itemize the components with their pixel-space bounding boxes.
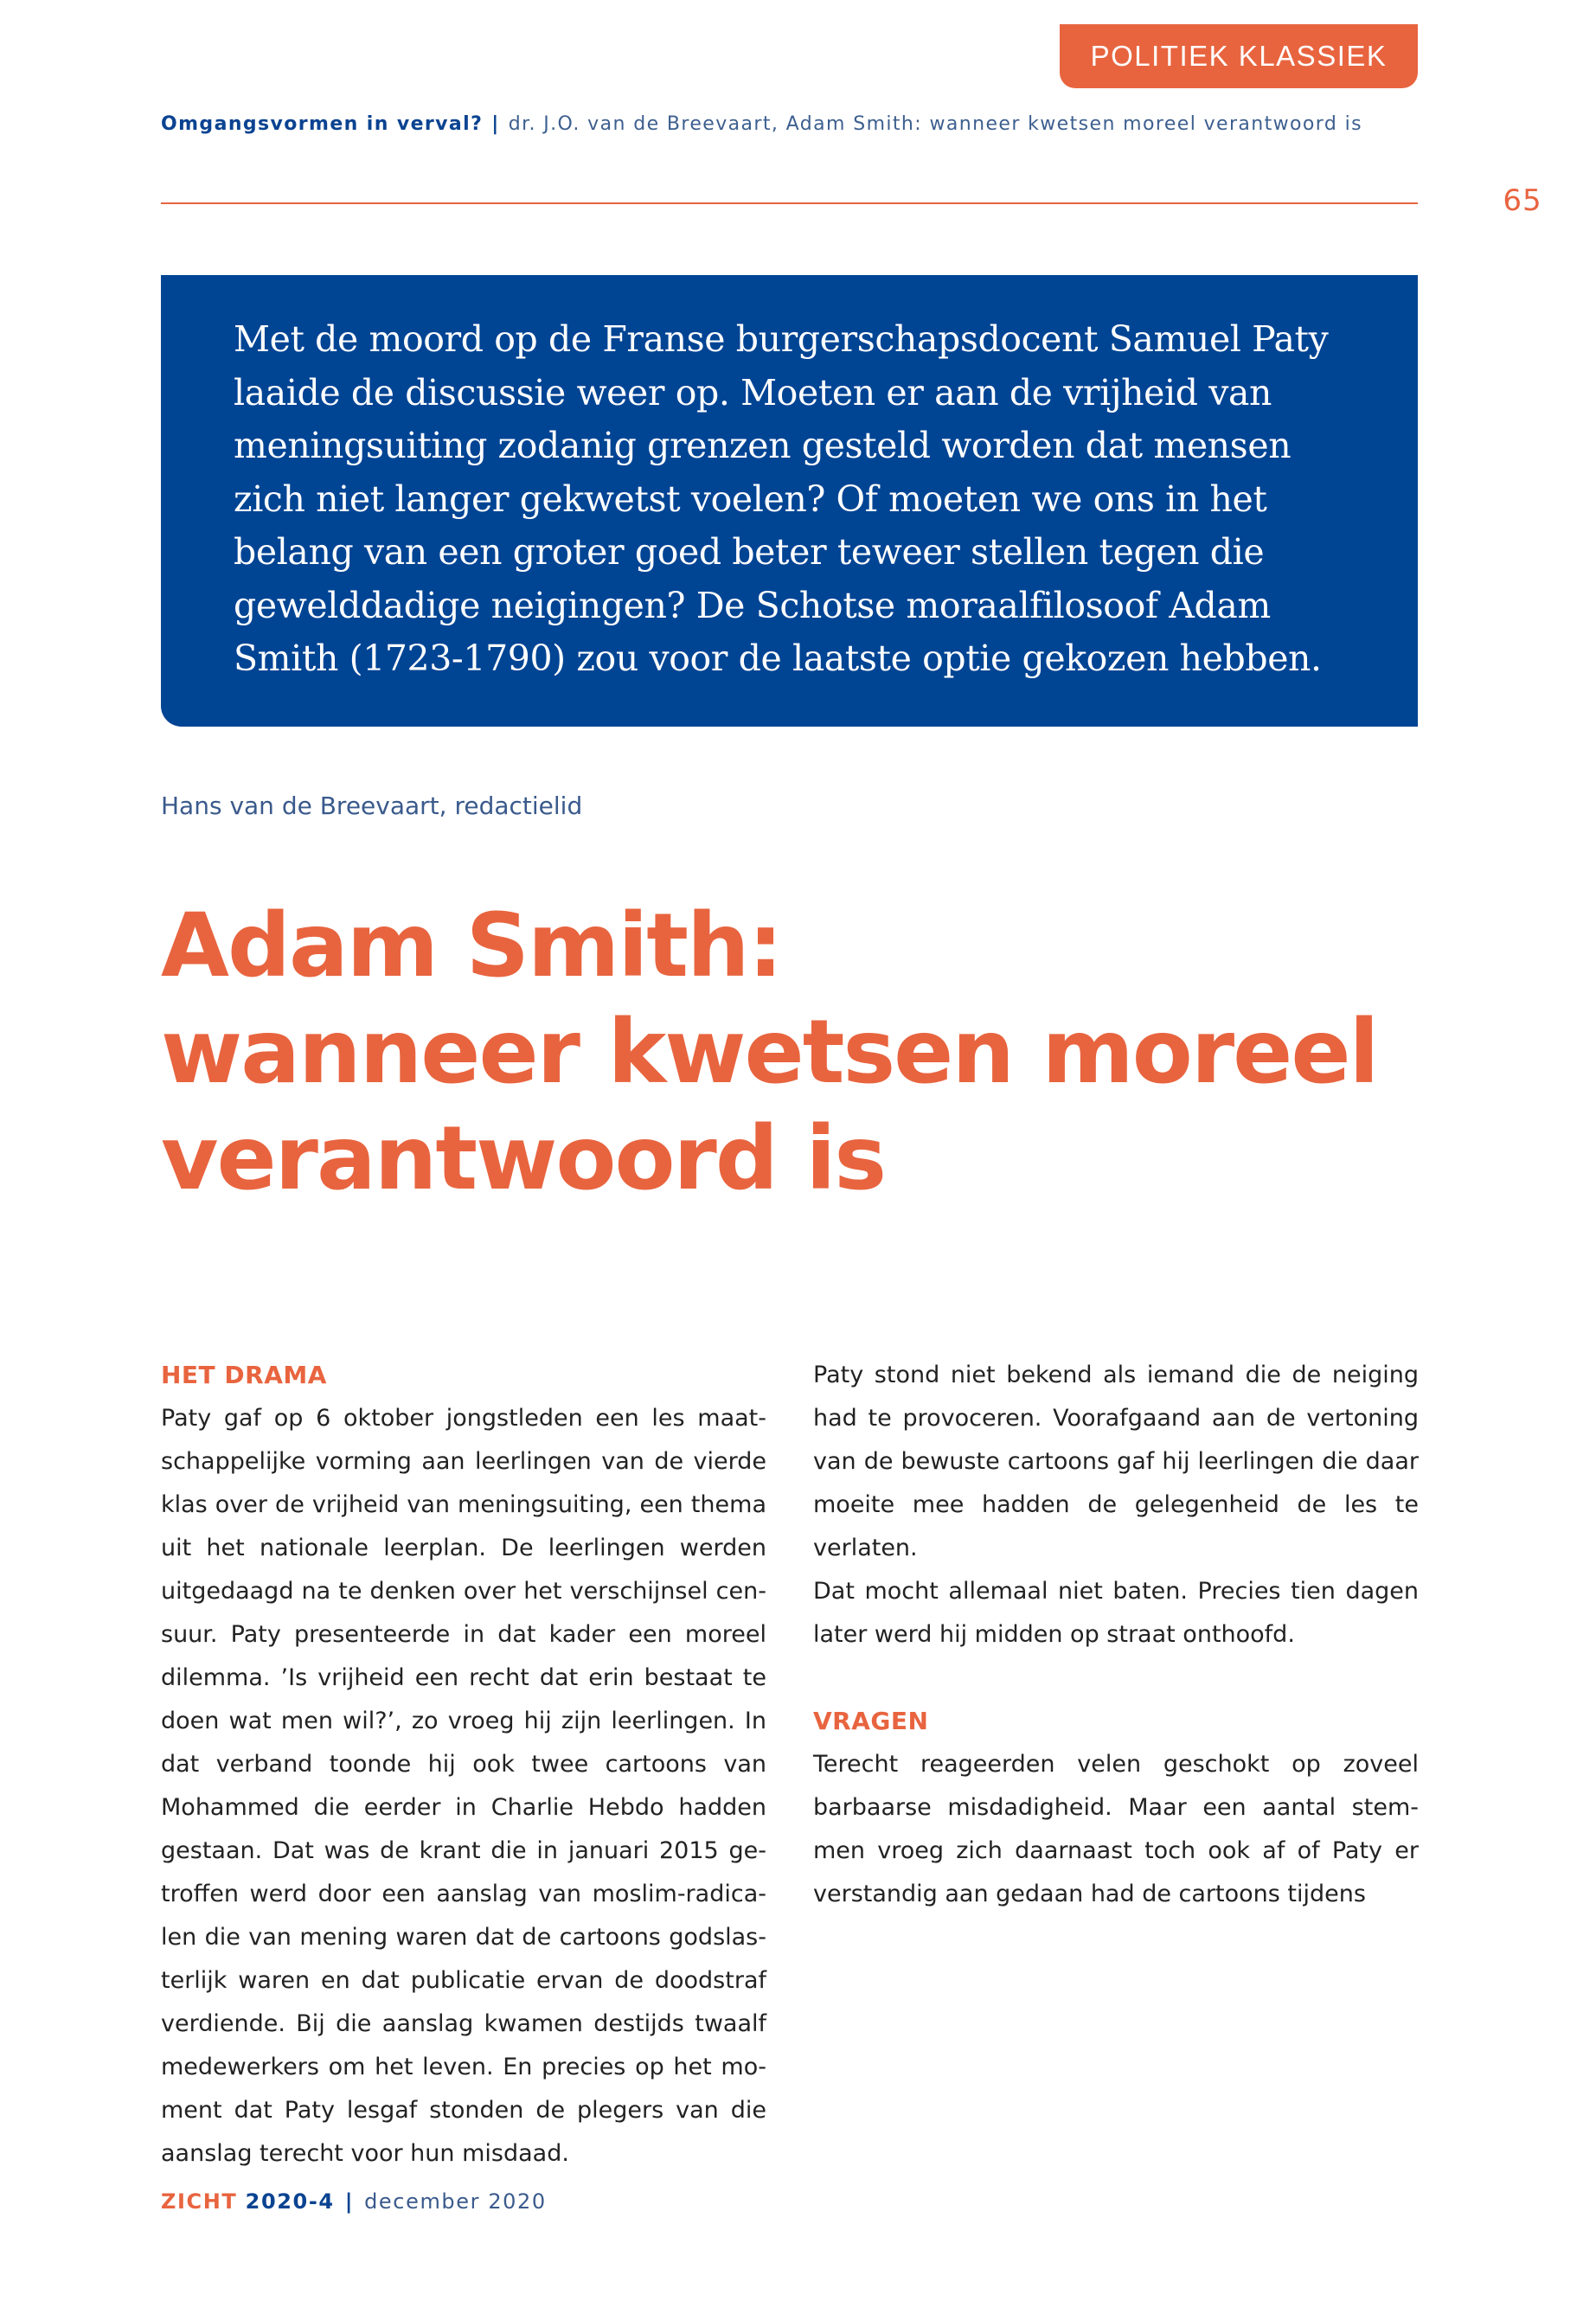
running-head-article: dr. J.O. van de Breevaart, Adam Smith: wanneer kwetsen moreel verantwoord is xyxy=(508,113,1362,135)
footer xyxy=(161,2189,547,2214)
running-head xyxy=(161,113,1424,135)
byline: Hans van de Breevaart, redactielid xyxy=(161,792,583,820)
paragraph-3: Dat mocht allemaal niet baten. Precies tien dagen later werd hij midden op straat onthoofd. xyxy=(813,1578,1419,1648)
section-tab: POLITIEK KLASSIEK xyxy=(1060,24,1418,88)
page-number: 65 xyxy=(1503,183,1542,218)
article-title xyxy=(161,893,1377,1212)
running-head-series: Omgangsvormen in verval? xyxy=(161,113,484,135)
header-rule xyxy=(161,202,1418,204)
paragraph-1: Paty gaf op 6 oktober jongstleden een les maatschappelijke vorming aan leerlingen van de vierde klas over de vrijheid van meningsuiting, een thema uit het nationale leerplan. De leerlingen werden uitgedaagd na te denken over het verschijnsel censuur. Paty presenteerde in dat kader een moreel dilemma. ’Is vrijheid een recht dat erin bestaat te doen wat men wil?’, zo vroeg hij zijn leerlingen. In dat verband toonde hij ook twee cartoons van Mohammed die eerder in Charlie Hebdo hadden gestaan. Dat was de krant die in januari 2015 getroffen werd door een aanslag van moslim-radicalen die van mening waren dat de cartoons godslasterlijk waren en dat publicatie ervan de doodstraf verdiende. Bij die aanslag kwamen destijds twaalf medewerkers om het leven. En precies op het moment dat Paty lesgaf stonden de plegers van die aanslag terecht voor hun misdaad. xyxy=(161,1405,766,2167)
body-column-right xyxy=(813,1354,1419,1916)
footer-separator: | xyxy=(344,2189,355,2214)
section-gap xyxy=(813,1657,1419,1700)
body-column-left xyxy=(161,1354,766,2176)
section-heading-vragen: VRAGEN xyxy=(813,1707,929,1735)
title-line-2: wanneer kwetsen moreel xyxy=(161,1001,1378,1104)
intro-text: Met de moord op de Franse burgerschapsdocent Samuel Paty laaide de discussie weer op. Moeten er aan de vrijheid van meningsuiting zodanig grenzen gesteld worden dat mensen zich niet langer gekwetst voelen? Of moeten we ons in het belang van een groter goed beter teweer stellen tegen die gewelddadige neigingen? De Schotse moraalfilosoof Adam Smith (1723-1790) zou voor de laatste optie gekozen hebben. xyxy=(234,318,1329,679)
title-line-1: Adam Smith: xyxy=(161,894,782,997)
footer-magazine: ZICHT xyxy=(161,2189,238,2214)
section-heading-drama: HET DRAMA xyxy=(161,1361,327,1389)
title-line-3: verantwoord is xyxy=(161,1107,886,1210)
running-head-separator: | xyxy=(491,113,500,135)
paragraph-4: Terecht reageerden velen geschokt op zoveel barbaarse misdadigheid. Maar een aantal stemmen vroeg zich daarnaast toch ook af of Paty er verstandig aan gedaan had de cartoons tijdens xyxy=(813,1751,1419,1907)
intro-box xyxy=(161,275,1418,727)
paragraph-2: Paty stond niet bekend als iemand die de neiging had te provoceren. Voorafgaand aan de vertoning van de bewuste cartoons gaf hij leerlingen die daar moeite mee hadden de gelegenheid de les te verlaten. xyxy=(813,1362,1419,1561)
footer-issue: 2020-4 xyxy=(245,2189,335,2214)
footer-date: december 2020 xyxy=(364,2189,547,2214)
